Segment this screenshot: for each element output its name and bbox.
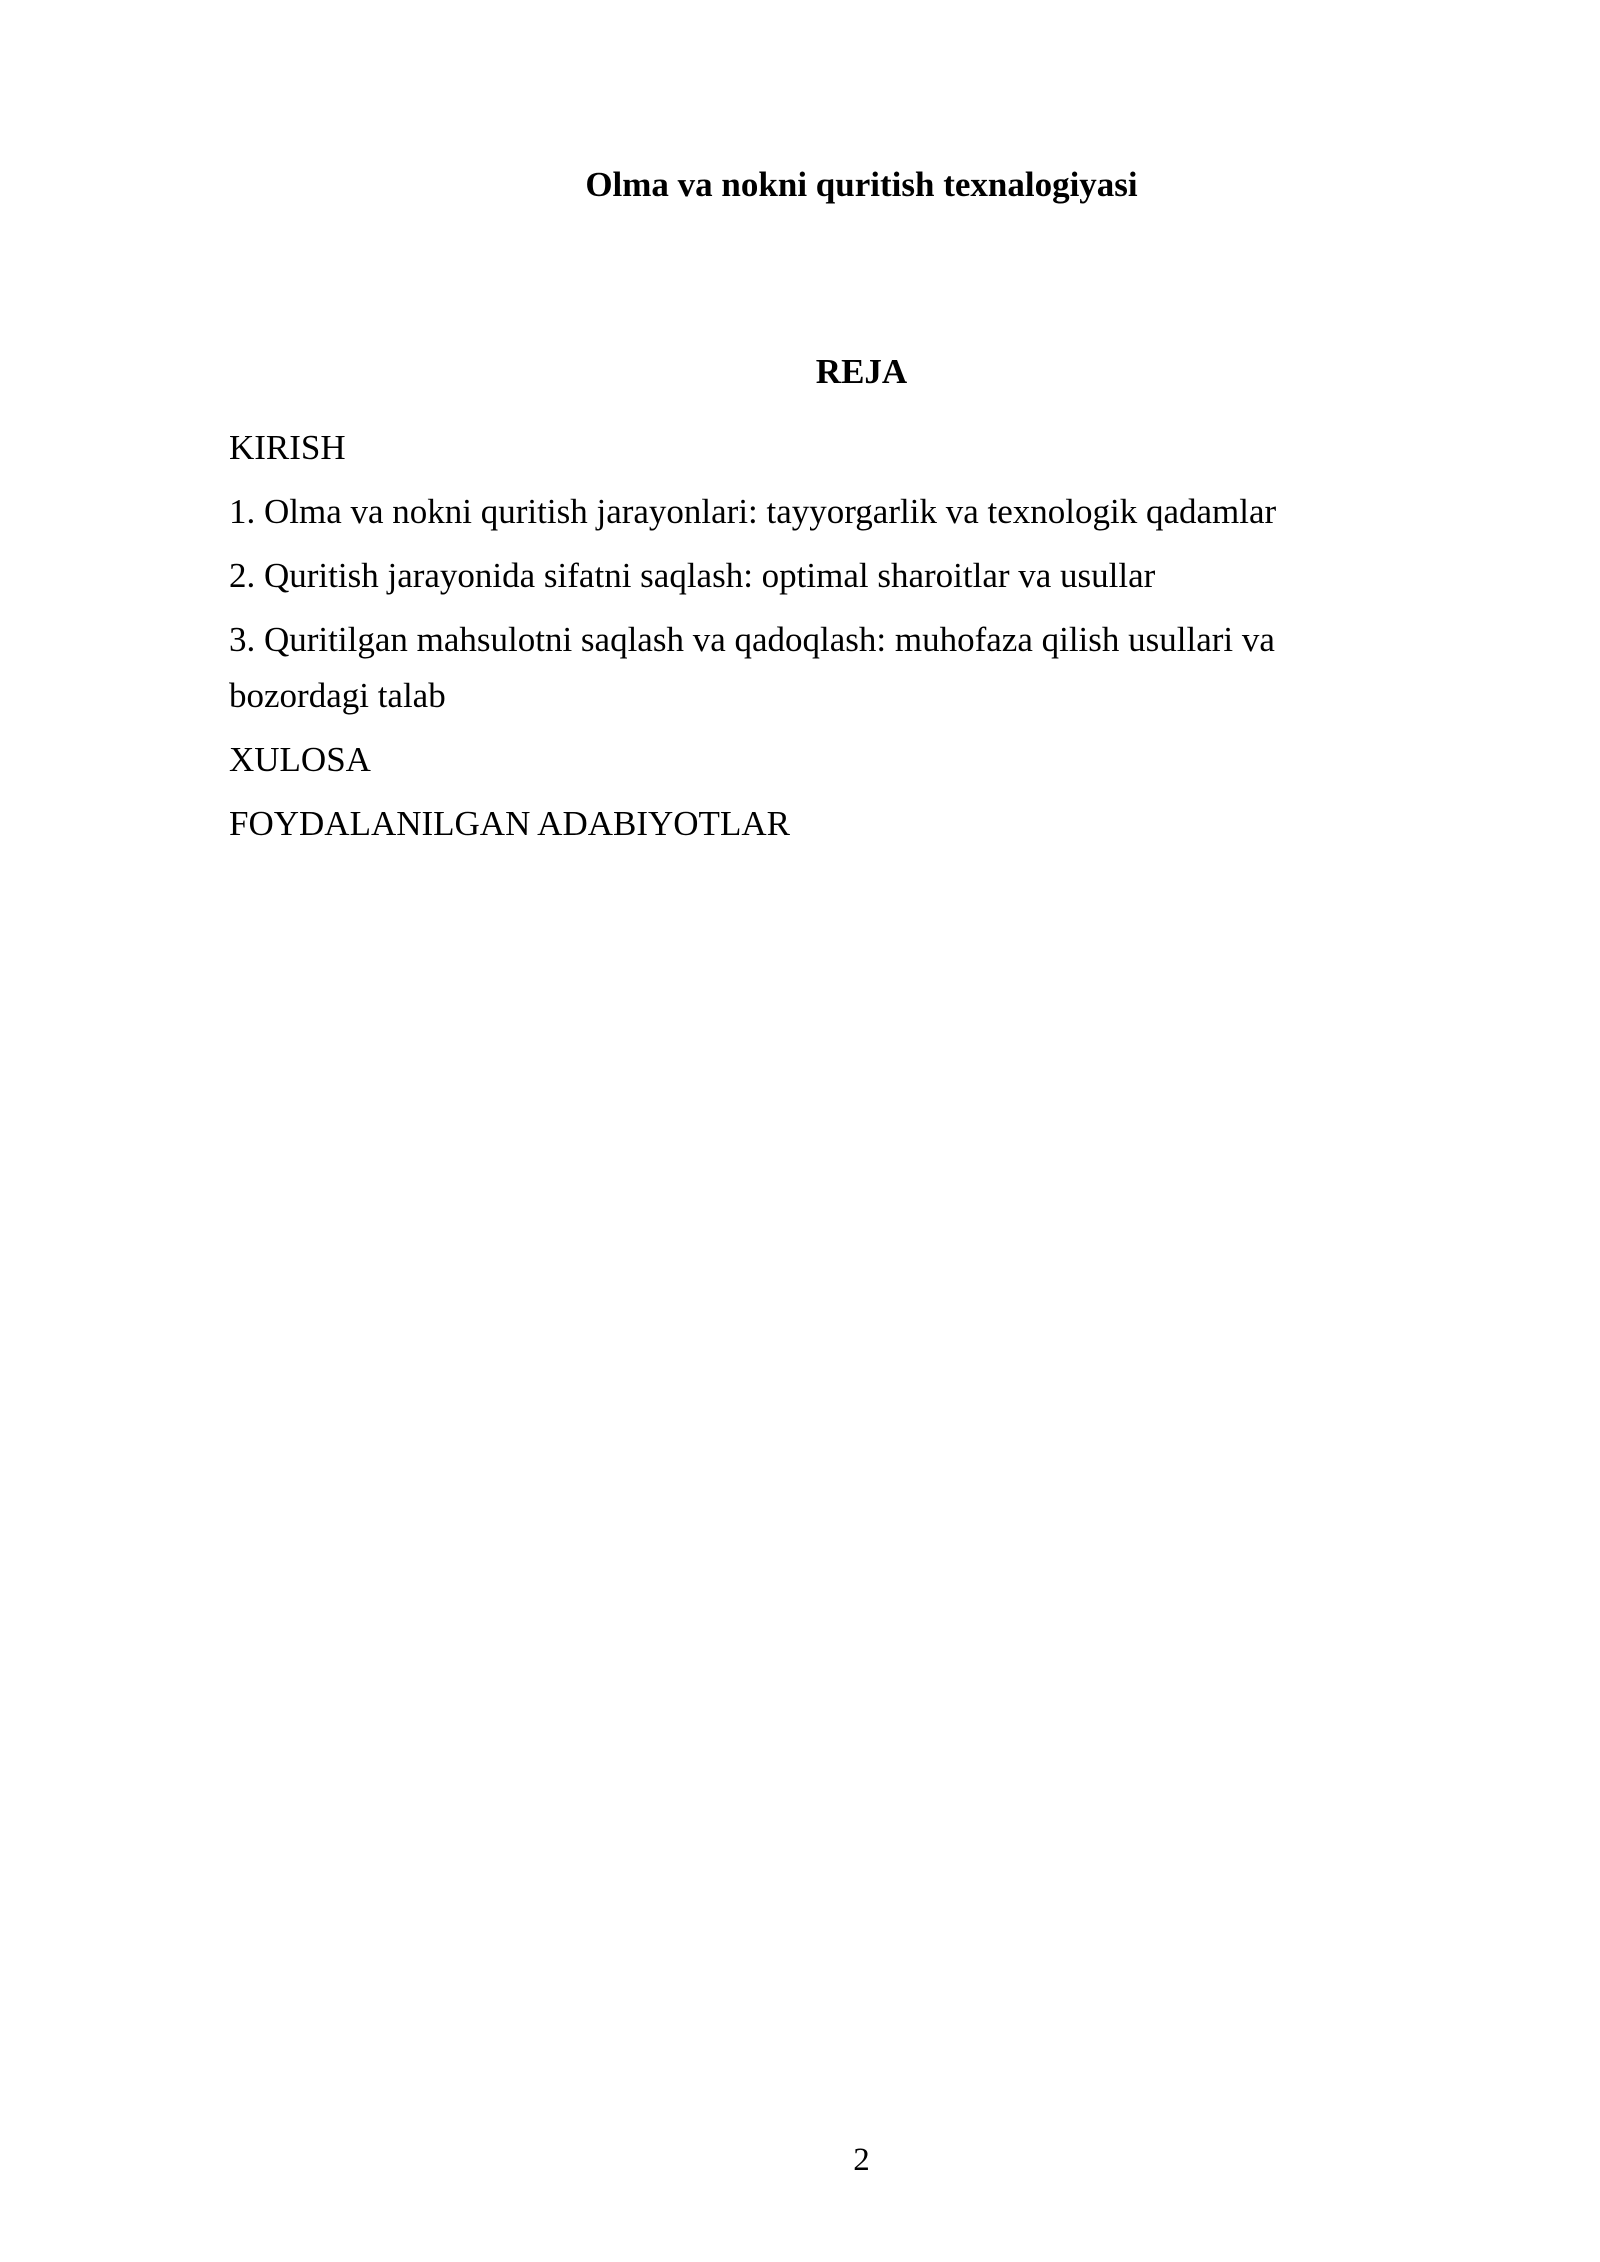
plan-item-2: 2. Quritish jarayonida sifatni saqlash: optimal sharoitlar va usullar [229, 556, 1156, 595]
plan-item-introduction: KIRISH [229, 428, 346, 467]
plan-item-references: FOYDALANILGAN ADABIYOTLAR [229, 804, 790, 843]
document-title: Olma va nokni quritish texnalogiyasi [585, 165, 1138, 204]
plan-heading: REJA [815, 352, 908, 391]
plan-item-1: 1. Olma va nokni quritish jarayonlari: tayyorgarlik va texnologik qadamlar [229, 492, 1277, 531]
plan-list [229, 420, 1379, 860]
plan-item-3: 3. Quritilgan mahsulotni saqlash va qadoqlash: muhofaza qilish usullari va bozordagi talab [229, 620, 1275, 715]
plan-item-conclusion: XULOSA [229, 740, 371, 779]
page-number: 2 [853, 2142, 870, 2178]
